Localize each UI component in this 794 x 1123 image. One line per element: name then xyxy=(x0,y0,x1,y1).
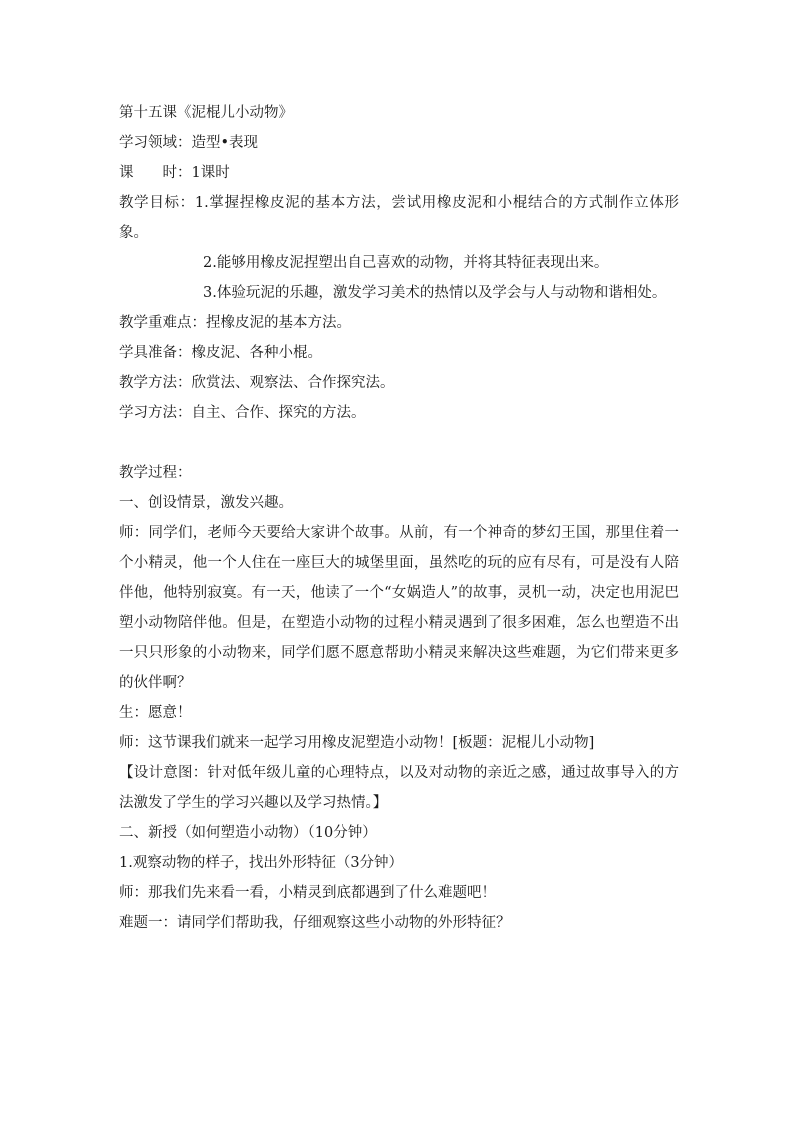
lesson-title: 第十五课《泥棍儿小动物》 xyxy=(119,105,293,121)
teaching-goal-2: 2.能够用橡皮泥捏塑出自己喜欢的动物，并将其特征表现出来。 xyxy=(203,255,609,271)
tools-preparation: 学具准备：橡皮泥、各种小棍。 xyxy=(119,345,322,361)
document-body xyxy=(119,98,679,938)
teaching-goal-1: 教学目标：1.掌握捏橡皮泥的基本方法，尝试用橡皮泥和小棍结合的方式制作立体形象。 xyxy=(119,195,679,241)
student-reply: 生：愿意！ xyxy=(119,705,192,721)
teaching-method: 教学方法：欣赏法、观察法、合作探究法。 xyxy=(119,375,395,391)
key-difficulty: 教学重难点：捏橡皮泥的基本方法。 xyxy=(119,315,351,331)
step-1-heading: 1.观察动物的样子，找出外形特征（3分钟） xyxy=(119,855,404,871)
spacer xyxy=(119,428,679,458)
problem-1-line: 难题一：请同学们帮助我，仔细观察这些小动物的外形特征？ xyxy=(119,915,511,931)
section-2-heading: 二、新授（如何塑造小动物）（10分钟） xyxy=(119,825,377,841)
teacher-story-paragraph: 师：同学们，老师今天要给大家讲个故事。从前，有一个神奇的梦幻王国，那里住着一个小精灵，他一个人住在一座巨大的城堡里面，虽然吃的玩的应有尽有，可是没有人陪伴他，他特别寂寞。有一天，他读了一个“女娲造人”的故事，灵机一动，决定也用泥巴塑小动物陪伴他。但是，在塑造小动物的过程小精灵遇到了很多困难，怎么也塑造不出一只只形象的小动物来，同学们愿不愿意帮助小精灵来解决这些难题，为它们带来更多的伙伴啊？ xyxy=(119,525,679,691)
teaching-goal-3: 3.体验玩泥的乐趣，激发学习美术的热情以及学会与人与动物和谐相处。 xyxy=(203,285,667,301)
teacher-look-line: 师：那我们先来看一看，小精灵到底都遇到了什么难题吧！ xyxy=(119,885,496,901)
design-intent: 【设计意图：针对低年级儿童的心理特点，以及对动物的亲近之感，通过故事导入的方法激发了学生的学习兴趣以及学习热情。】 xyxy=(119,765,679,811)
teacher-topic-line: 师：这节课我们就来一起学习用橡皮泥塑造小动物！[板题：泥棍儿小动物] xyxy=(119,735,595,751)
section-1-heading: 一、创设情景，激发兴趣。 xyxy=(119,495,293,511)
process-heading: 教学过程： xyxy=(119,465,192,481)
class-hours: 课 时：1课时 xyxy=(119,165,230,181)
learning-field: 学习领域：造型•表现 xyxy=(119,135,259,151)
learning-method: 学习方法：自主、合作、探究的方法。 xyxy=(119,405,366,421)
